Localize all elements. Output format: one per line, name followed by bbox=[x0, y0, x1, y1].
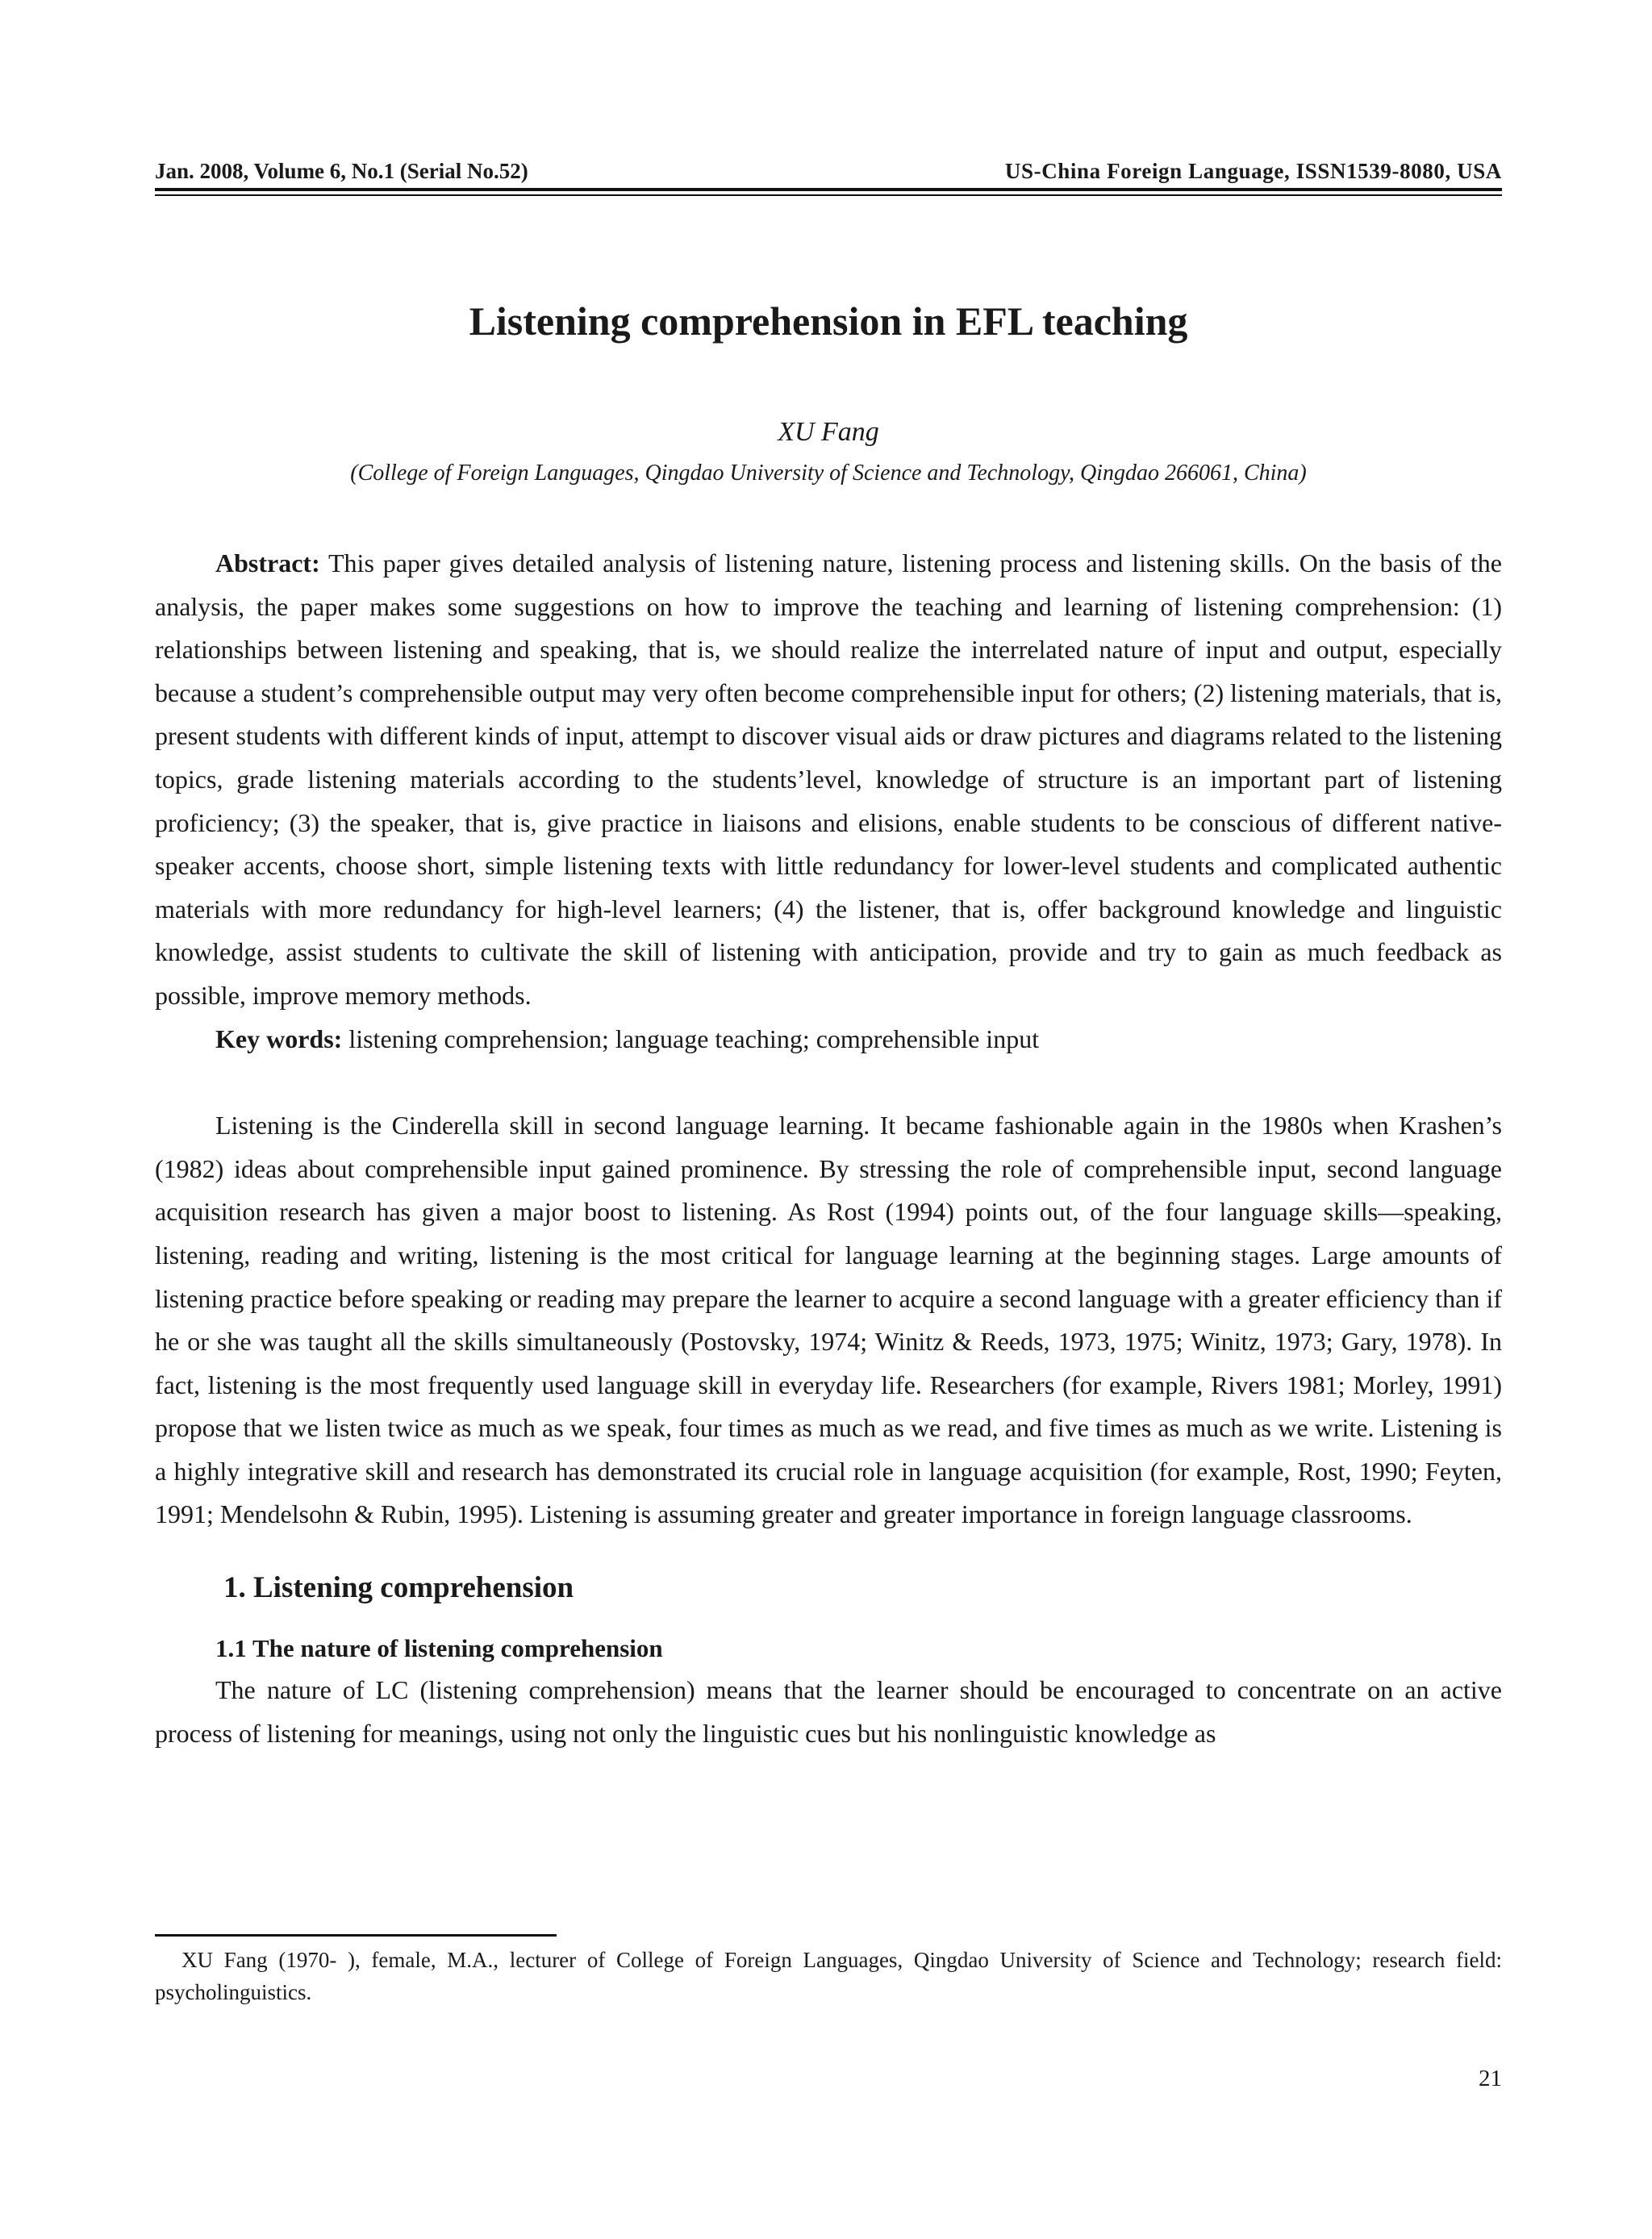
abstract-text: This paper gives detailed analysis of listening nature, listening process and listening skills. On the basis of the analysis, the paper makes some suggestions on how to improve the teaching and learning of listening comprehension: (1) relationships between listening and speaking, that is, we should realize the interrelated nature of input and output, especially because a student’s comprehensible output may very often become comprehensible input for others; (2) listening materials, that is, present students with different kinds of input, attempt to discover visual aids or draw pictures and diagrams related to the listening topics, grade listening materials according to the students’level, knowledge of structure is an important part of listening proficiency; (3) the speaker, that is, give practice in liaisons and elisions, enable students to be conscious of different native-speaker accents, choose short, simple listening texts with little redundancy for lower-level students and complicated authentic materials with more redundancy for high-level learners; (4) the listener, that is, offer background knowledge and linguistic knowledge, assist students to cultivate the skill of listening with anticipation, provide and try to gain as much feedback as possible, improve memory methods. bbox=[155, 548, 1503, 1010]
keywords-paragraph bbox=[155, 1018, 1502, 1061]
author-affiliation: (College of Foreign Languages, Qingdao University of Science and Technology, Qingdao 266061, China) bbox=[350, 461, 1307, 486]
running-header bbox=[155, 155, 1502, 187]
intro-paragraph: Listening is the Cinderella skill in second language learning. It became fashionable again in the 1980s when Krashen’s (1982) ideas about comprehensible input gained prominence. By stressing the role of comprehensible input, second language acquisition research has given a major boost to listening. As Rost (1994) points out, of the four language skills—speaking, listening, reading and writing, listening is the most critical for language learning at the beginning stages. Large amounts of listening practice before speaking or reading may prepare the learner to acquire a second language with a greater efficiency than if he or she was taught all the skills simultaneously (Postovsky, 1974; Winitz & Reeds, 1973, 1975; Winitz, 1973; Gary, 1978). In fact, listening is the most frequently used language skill in everyday life. Researchers (for example, Rivers 1981; Morley, 1991) propose that we listen twice as much as we speak, four times as much as we read, and five times as much as we write. Listening is a highly integrative skill and research has demonstrated its crucial role in language acquisition (for example, Rost, 1990; Feyten, 1991; Mendelsohn & Rubin, 1995). Listening is assuming greater and greater importance in foreign language classrooms. bbox=[155, 1111, 1502, 1529]
paper-page bbox=[155, 0, 1502, 2239]
keywords-text: listening comprehension; language teaching; comprehensible input bbox=[348, 1024, 1040, 1053]
nature-paragraph: The nature of LC (listening comprehension) means that the learner should be encouraged to concentrate on an active process of listening for meanings, using not only the linguistic cues but his nonlinguistic knowledge as bbox=[155, 1675, 1502, 1748]
header-rule-thin bbox=[155, 194, 1502, 196]
subsection-heading-1-1: 1.1 The nature of listening comprehension bbox=[215, 1634, 663, 1663]
abstract-label: Abstract: bbox=[215, 548, 320, 577]
section-heading-1: 1. Listening comprehension bbox=[223, 1571, 574, 1605]
header-rule-thick bbox=[155, 188, 1502, 191]
author-footnote: XU Fang (1970- ), female, M.A., lecturer of College of Foreign Languages, Qingdao University of Science and Technology; research field: psycholinguistics. bbox=[155, 1948, 1502, 2004]
keywords-label: Key words: bbox=[215, 1024, 343, 1053]
paper-body bbox=[155, 542, 1502, 1755]
abstract-paragraph bbox=[155, 542, 1502, 1018]
footnote-rule bbox=[155, 1934, 557, 1937]
journal-issue-info: Jan. 2008, Volume 6, No.1 (Serial No.52) bbox=[155, 159, 528, 183]
journal-name-issn: US-China Foreign Language, ISSN1539-8080, USA bbox=[1004, 159, 1502, 183]
author-name: XU Fang bbox=[778, 417, 879, 447]
paper-title: Listening comprehension in EFL teaching bbox=[469, 298, 1188, 344]
page-number: 21 bbox=[1479, 2066, 1502, 2091]
